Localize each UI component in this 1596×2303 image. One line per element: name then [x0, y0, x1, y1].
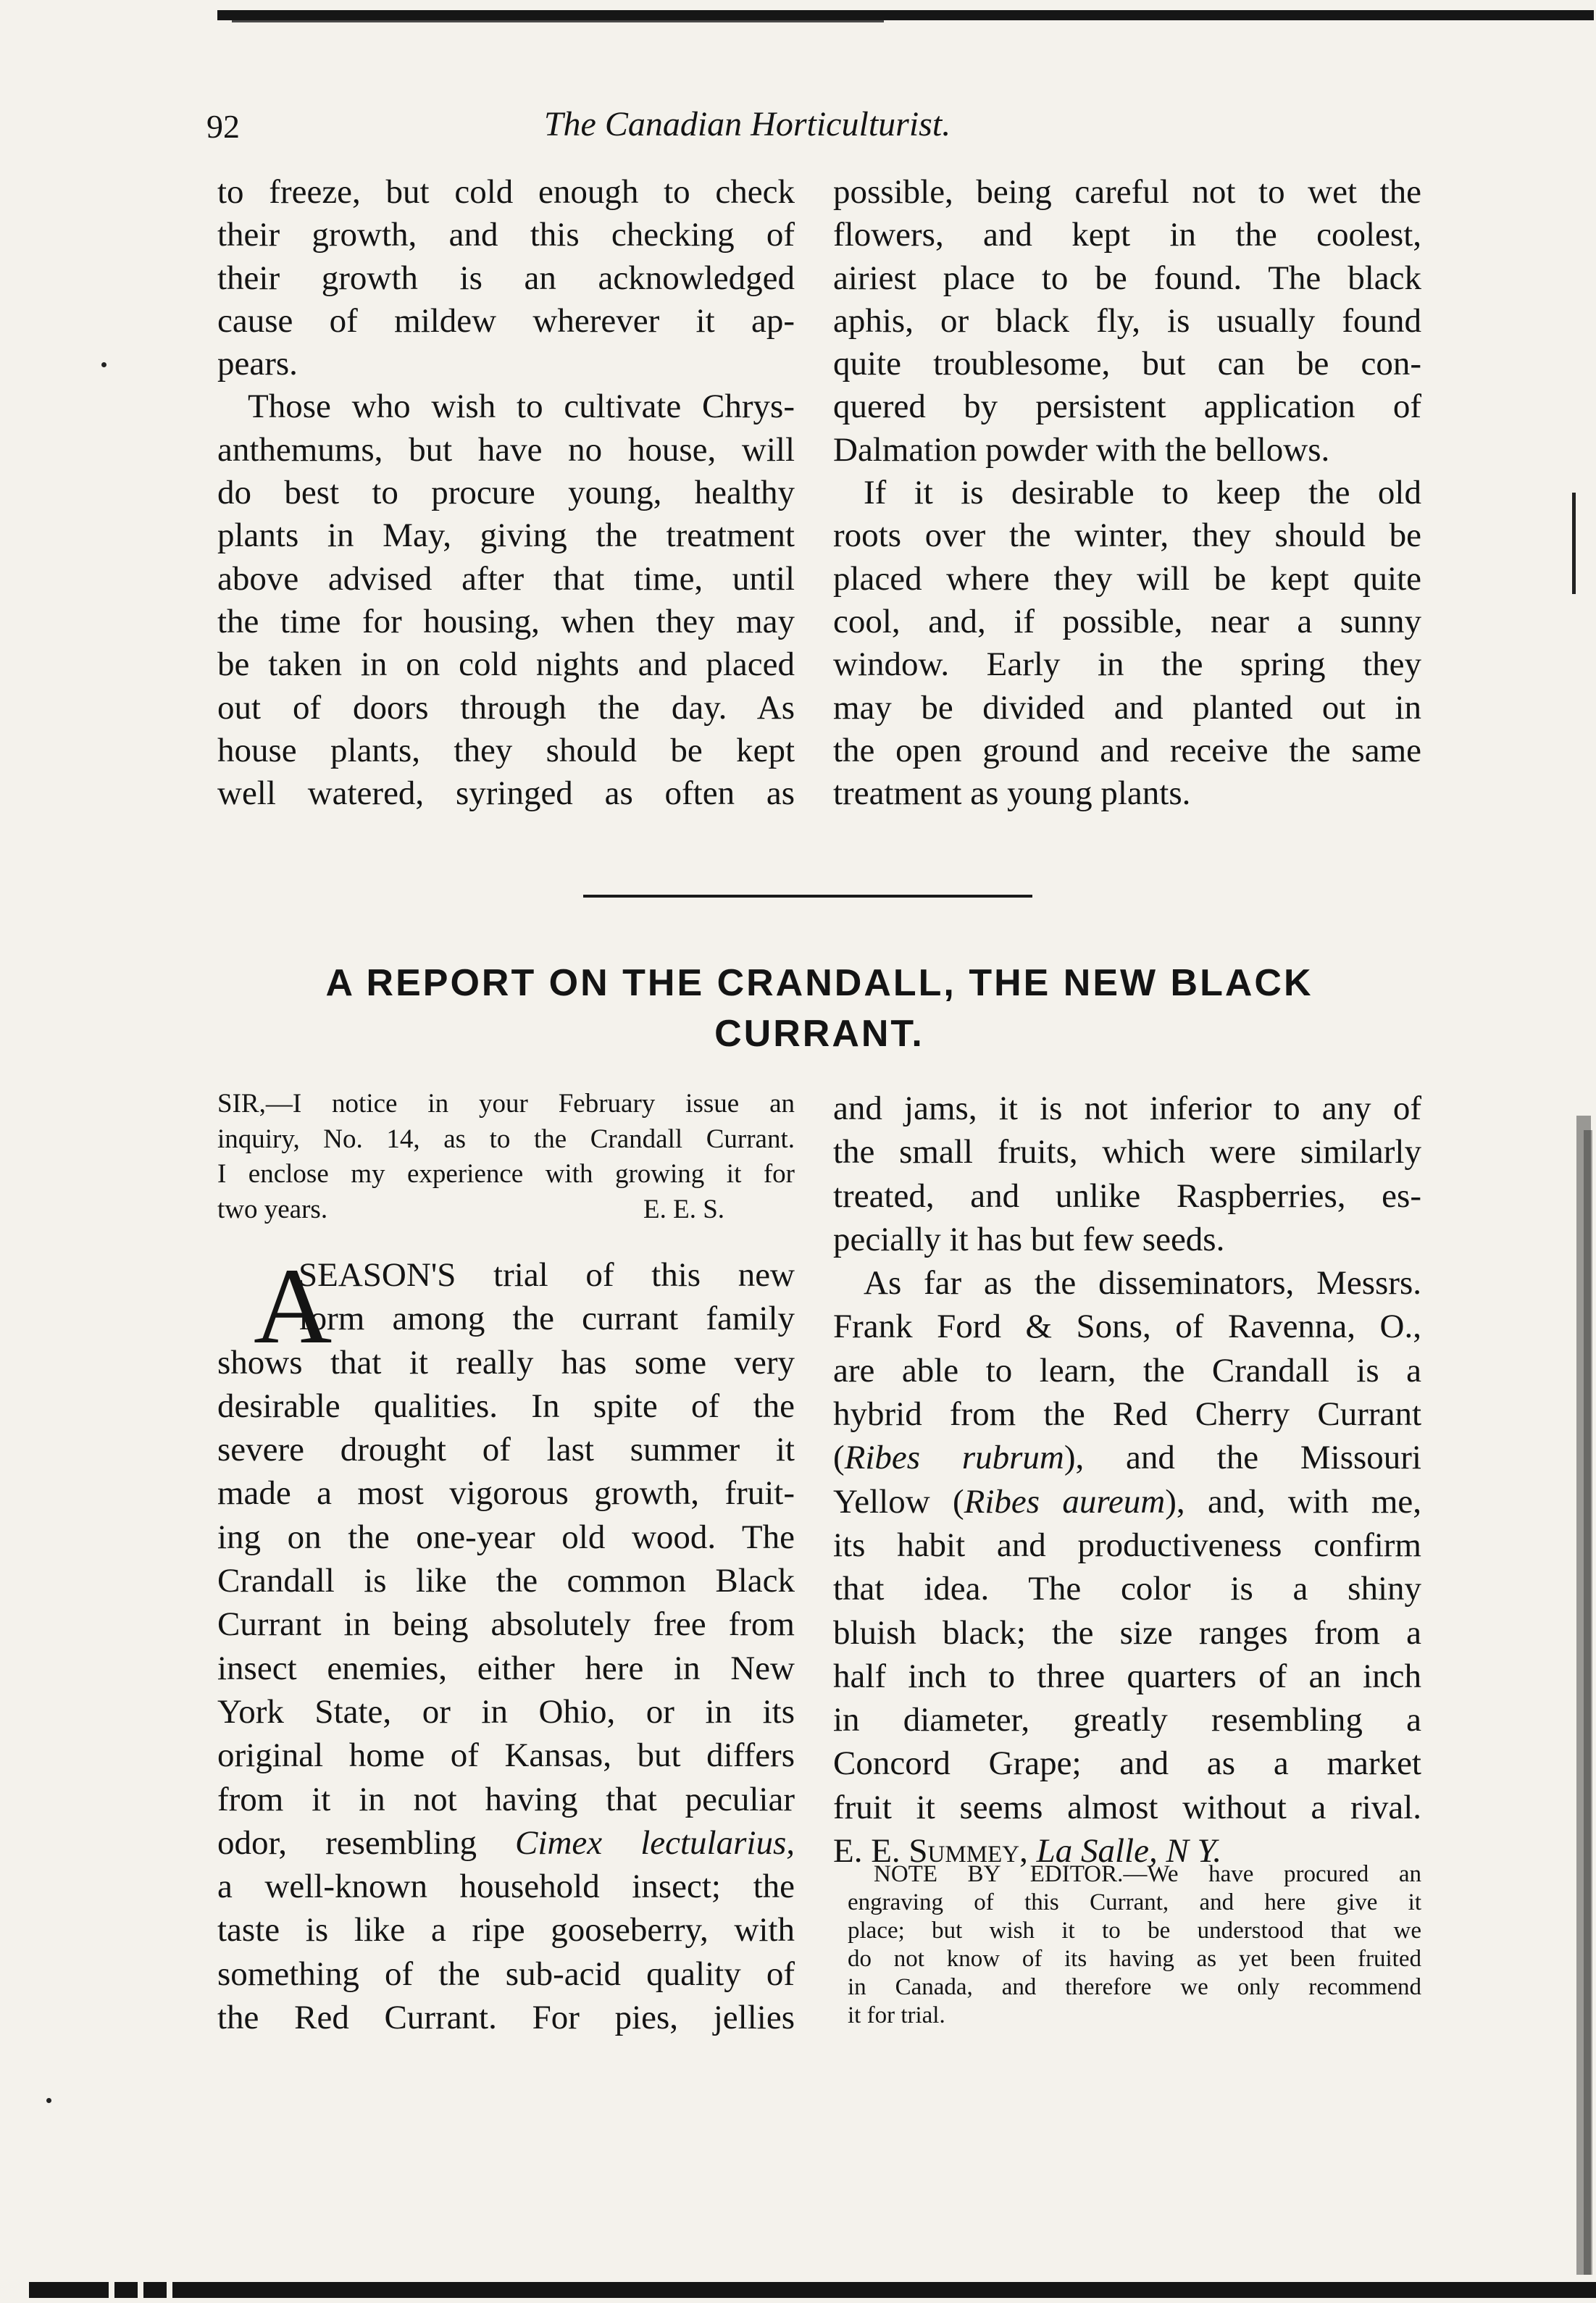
editor-note — [848, 1860, 1421, 2030]
species-name: Cimex lectularius, — [515, 1823, 795, 1862]
article-title-line2: CURRANT. — [714, 1013, 924, 1055]
text-line: desirable qualities. In spite of the — [217, 1387, 795, 1425]
text-line: York State, or in Ohio, or in its — [217, 1692, 795, 1731]
text-line: made a most vigorous growth, fruit- — [217, 1474, 795, 1513]
text-line: a well-known household insect; the — [217, 1868, 795, 1906]
text-line: are able to learn, the Crandall is a — [833, 1351, 1421, 1389]
text-line: the small fruits, which were similarly — [833, 1133, 1421, 1171]
text-span: Yellow ( — [833, 1482, 964, 1521]
text-line: SEASON'S trial of this new — [298, 1256, 795, 1294]
text-line: in Canada, and therefore we only recommend — [848, 1974, 1421, 2000]
text-line: well watered, syringed as often as — [217, 774, 795, 813]
column-left-main — [217, 1246, 795, 2039]
text-line: inquiry, No. 14, as to the Crandall Currant. — [217, 1124, 795, 1154]
column-right-top — [833, 171, 1421, 815]
text-line: to freeze, but cold enough to check — [217, 173, 795, 211]
letter-signature: E. E. S. — [643, 1194, 725, 1224]
journal-title: The Canadian Horticulturist. — [543, 105, 951, 143]
author-place: La Salle, N Y. — [1036, 1832, 1222, 1871]
text-line: its habit and productiveness confirm — [833, 1526, 1421, 1564]
text-line: in diameter, greatly resembling a — [833, 1701, 1421, 1739]
bottom-rule-gap — [109, 2282, 114, 2298]
text-line: window. Early in the spring they — [833, 645, 1421, 684]
text-line: house plants, they should be kept — [217, 731, 795, 769]
article-title-line1: A REPORT ON THE CRANDALL, THE NEW BLACK — [325, 962, 1313, 1004]
author-name: E. E. Summey, — [833, 1832, 1028, 1871]
text-line: their growth, and this checking of — [217, 216, 795, 254]
text-line: do not know of its having as yet been fruited — [848, 1946, 1421, 1972]
column-left-top — [217, 171, 795, 815]
text-line: place; but wish it to be understood that we — [848, 1918, 1421, 1944]
text-line: that idea. The color is a shiny — [833, 1570, 1421, 1608]
text-line: and jams, it is not inferior to any of — [833, 1090, 1421, 1127]
text-line: may be divided and planted out in — [833, 688, 1421, 727]
text-line: above advised after that time, until — [217, 559, 795, 598]
text-line: NOTE BY EDITOR.—We have procured an — [874, 1861, 1421, 1887]
text-line: SIR,—I notice in your February issue an — [217, 1089, 795, 1119]
drop-cap: A — [254, 1246, 333, 1366]
text-line: cool, and, if possible, near a sunny — [833, 602, 1421, 640]
text-line: the time for housing, when they may — [217, 602, 795, 640]
text-line: shows that it really has some very — [217, 1343, 795, 1382]
text-line: If it is desirable to keep the old — [864, 474, 1421, 512]
text-line: plants in May, giving the treatment — [217, 517, 795, 555]
text-line: it for trial. — [848, 2002, 945, 2028]
text-line: Crandall is like the common Black — [217, 1562, 795, 1600]
top-rule-thin — [232, 20, 884, 22]
text-line: their growth is an acknowledged — [217, 259, 795, 297]
text-line: taste is like a ripe gooseberry, with — [217, 1911, 795, 1949]
text-line: Currant in being absolutely free from — [217, 1605, 795, 1644]
top-rule — [217, 10, 1594, 20]
text-line: aphis, or black fly, is usually found — [833, 301, 1421, 340]
text-line: the Red Currant. For pies, jellies — [217, 1999, 795, 2037]
letter-intro — [217, 1087, 795, 1227]
page-number: 92 — [206, 108, 240, 145]
text-line: insect enemies, either here in New — [217, 1649, 795, 1687]
text-line — [833, 1480, 1421, 1524]
text-line: severe drought of last summer it — [217, 1431, 795, 1469]
bottom-rule — [29, 2282, 1596, 2298]
letter-closing: two years. — [217, 1194, 328, 1224]
text-line: pears. — [217, 345, 298, 383]
text-line: Concord Grape; and as a market — [833, 1744, 1421, 1783]
text-line: anthemums, but have no house, will — [217, 430, 795, 469]
text-line: Frank Ford & Sons, of Ravenna, O., — [833, 1308, 1421, 1346]
species-name: Ribes rubrum — [844, 1439, 1064, 1477]
text-line: possible, being careful not to wet the — [833, 173, 1421, 211]
text-line: I enclose my experience with growing it for — [217, 1159, 795, 1190]
text-line: ing on the one-year old wood. The — [217, 1518, 795, 1556]
text-line: original home of Kansas, but differs — [217, 1736, 795, 1775]
text-line: placed where they will be kept quite — [833, 559, 1421, 598]
text-line: roots over the winter, they should be — [833, 517, 1421, 555]
text-line: form among the currant family — [298, 1300, 795, 1338]
text-line — [217, 1821, 795, 1865]
text-line: flowers, and kept in the coolest, — [833, 216, 1421, 254]
text-line: (Ribes rubrum), and the Missouri — [833, 1439, 1421, 1477]
text-line: quered by persistent application of — [833, 388, 1421, 426]
column-right-main — [833, 1087, 1421, 1873]
text-line: something of the sub-acid quality of — [217, 1955, 795, 1993]
text-line: fruit it seems almost without a rival. — [833, 1788, 1421, 1826]
bottom-rule-gap — [167, 2282, 172, 2298]
text-line: cause of mildew wherever it ap- — [217, 301, 795, 340]
text-line: treated, and unlike Raspberries, es- — [833, 1176, 1421, 1215]
bottom-rule-gap — [138, 2282, 143, 2298]
text-line: Those who wish to cultivate Chrys- — [248, 388, 795, 426]
species-name: Ribes aureum — [964, 1482, 1166, 1521]
text-span: ), and, with me, — [1165, 1482, 1421, 1521]
text-line: do best to procure young, healthy — [217, 474, 795, 512]
text-line: half inch to three quarters of an inch — [833, 1657, 1421, 1695]
text-line: out of doors through the day. As — [217, 688, 795, 727]
text-line: Dalmation powder with the bellows. — [833, 430, 1330, 469]
right-edge-shadow-inner — [1584, 1130, 1592, 2275]
text-line: from it in not having that peculiar — [217, 1780, 795, 1818]
text-line: bluish black; the size ranges from a — [833, 1613, 1421, 1652]
running-head — [0, 104, 1596, 144]
text-line: the open ground and receive the same — [833, 731, 1421, 769]
text-line: engraving of this Currant, and here give it — [848, 1889, 1421, 1915]
speck — [101, 362, 106, 367]
text-span: ), and the Missouri — [1064, 1439, 1421, 1477]
edge-mark — [1572, 493, 1576, 594]
text-line: treatment as young plants. — [833, 774, 1191, 813]
text-span: odor, resembling — [217, 1823, 516, 1862]
text-line: be taken in on cold nights and placed — [217, 645, 795, 684]
text-line: hybrid from the Red Cherry Currant — [833, 1395, 1421, 1434]
section-divider — [583, 895, 1032, 898]
text-line: pecially it has but few seeds. — [833, 1220, 1225, 1258]
text-line: quite troublesome, but can be con- — [833, 345, 1421, 383]
text-line: airiest place to be found. The black — [833, 259, 1421, 297]
text-line: As far as the disseminators, Messrs. — [864, 1264, 1421, 1303]
text-line — [217, 1192, 795, 1228]
speck — [46, 2098, 51, 2103]
